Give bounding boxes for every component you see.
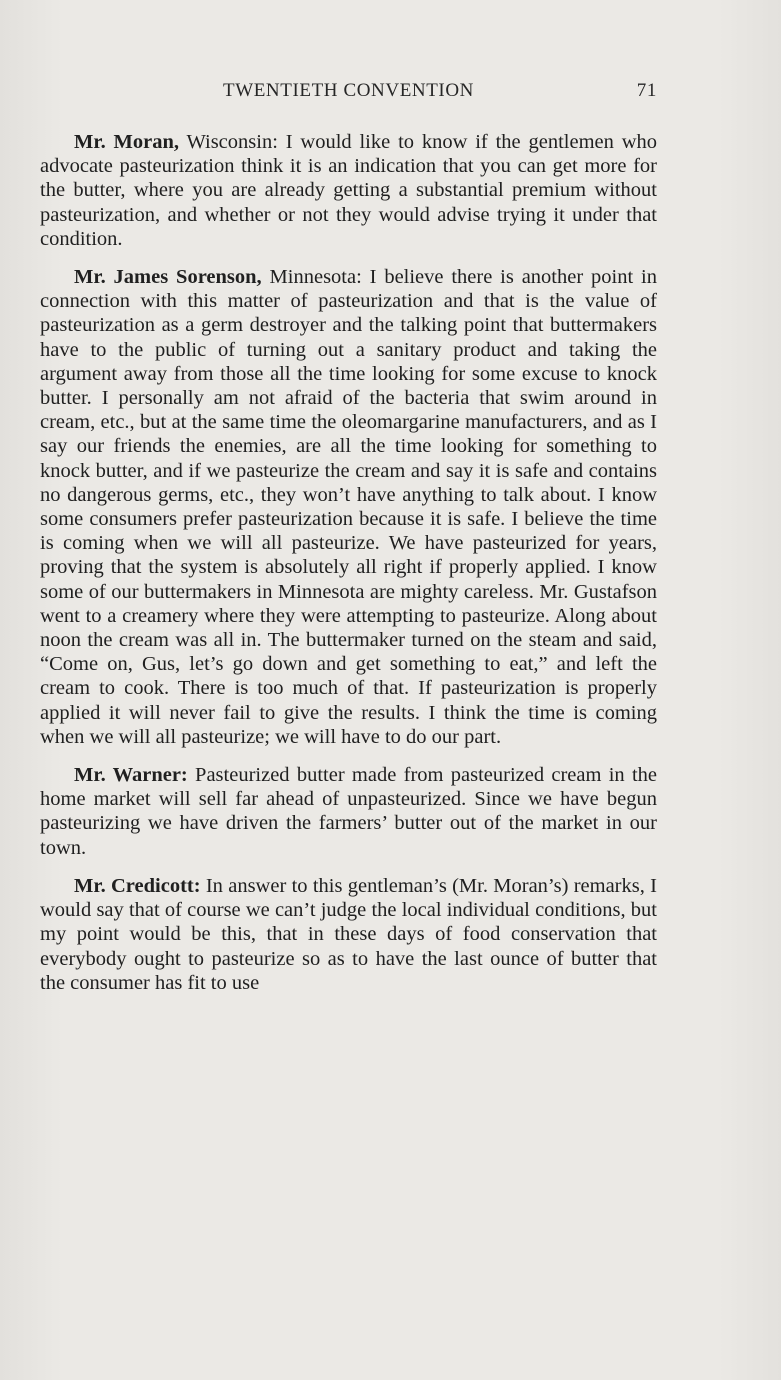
paragraph-sorenson — [40, 265, 657, 749]
speaker-name: Mr. James Sorenson, — [74, 266, 262, 289]
page-header — [40, 80, 657, 106]
speaker-name: Mr. Warner: — [74, 764, 188, 787]
body-text — [40, 130, 657, 1009]
speaker-name: Mr. Credicott: — [74, 874, 201, 897]
running-title: TWENTIETH CONVENTION — [222, 80, 475, 101]
paragraph-text: Pasteurized butter made from pasteurized cream in the home market will sell far ahead of unpasteurized. Since we have begun pasteurizing we have driven the farmers’ butter out of the market in our town. — [40, 764, 658, 859]
paragraph-text: In answer to this gentleman’s (Mr. Moran’s) remarks, I would say that of course we can’t judge the local individual conditions, but my point would be this, that in these days of food conservation that everybody ought to pasteurize so as to have the last ounce of butter that the consumer has fit to use — [40, 874, 657, 994]
page-number: 71 — [636, 80, 657, 101]
paragraph-warner — [40, 763, 657, 860]
paragraph-credicott — [40, 874, 657, 995]
speaker-name: Mr. Moran, — [74, 131, 180, 153]
paragraph-text: Minnesota: I believe there is another point in connection with this matter of pasteurization and that is the value of pasteurization as a germ destroyer and the talking point that buttermakers have to the public of turning out a sanitary product and taking the argument away from those all the time looking for some excuse to knock butter. I personally am not afraid of the bacteria that swim around in cream, etc., but at the same time the oleomargarine manufacturers, and as I say our friends the enemies, are all the time looking for something to knock butter, and if we pasteurize the cream and say it is safe and contains no dangerous germs, etc., they won’t have anything to talk about. I know some consumers prefer pasteurization because it is safe. I believe the time is coming when we will all pasteurize. We have pasteurized for years, proving that the system is absolutely all right if properly applied. I know some of our buttermakers in Minnesota are mighty careless. Mr. Gustafson went to a creamery where they were attempting to pasteurize. Along about noon the cream was all in. The buttermaker turned on the steam and said, “Come on, Gus, let’s go down and get something to eat,” and left the cream to cook. There is too much of that. If pasteurization is properly applied it will never fail to give the results. I think the time is coming when we will all pasteurize; we will have to do our part. — [40, 266, 657, 748]
paragraph-moran — [40, 130, 657, 251]
paragraph-text: Wisconsin: I would like to know if the gentlemen who advocate pasteurization think it is an indication that you can get more for the butter, where you are already getting a substantial premium without pasteurization, and whether or not they would advise trying it under that condition. — [40, 131, 658, 250]
